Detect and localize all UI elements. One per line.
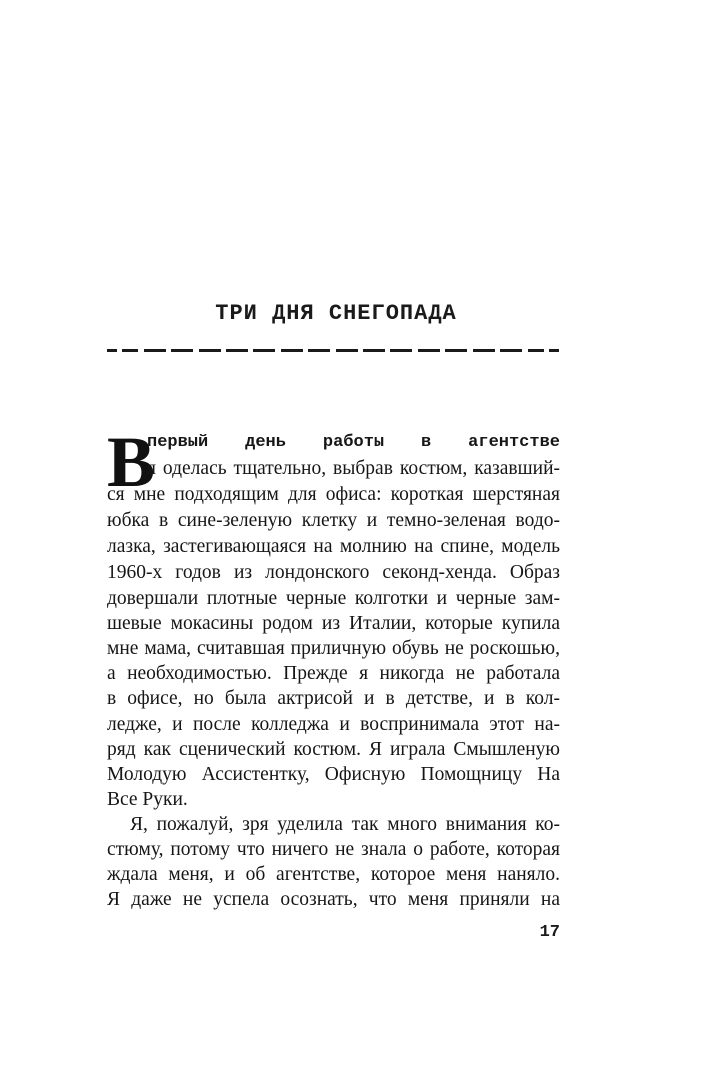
text-line: довершали плотные черные колготки и черные зам- [107,588,560,609]
title-dashed-rule [107,344,559,356]
text-line: я оделась тщательно, выбрав костюм, казавший- [147,458,560,479]
text-line: стюму, потому что ничего не знала о работе, которая [107,839,560,860]
page-number: 17 [539,923,560,942]
text-line: ледже, и после колледжа и воспринимала этот на- [107,714,560,735]
text-line: 1960-х годов из лондонского секонд-хенда. Образ [107,562,560,583]
text-line: Все Руки. [107,789,188,810]
text-line: Я даже не успела осознать, что меня приняли на [107,889,560,910]
text-line: мне мама, считавшая приличную обувь не роскошью, [107,638,560,659]
text-line: лазка, застегивающаяся на молнию на спине, модель [107,536,560,557]
chapter-title: ТРИ ДНЯ СНЕГОПАДА [215,301,457,326]
text-line: в офисе, но была актрисой и в детстве, и в кол- [107,688,560,709]
text-line: ряд как сценический костюм. Я играла Смышленую [107,739,560,760]
text-line: Молодую Ассистентку, Офисную Помощницу На [107,764,560,785]
text-line: шевые мокасины родом из Италии, которые купила [107,613,560,634]
text-line: ся мне подходящим для офиса: короткая шерстяная [107,484,560,505]
text-line: первый день работы в агентстве [147,433,560,452]
text-line: Я, пожалуй, зря уделила так много внимания ко- [130,814,560,835]
drop-cap: В [107,422,156,502]
text-line: юбка в сине-зеленую клетку и темно-зеленая водо- [107,510,560,531]
text-line: ждала меня, и об агентстве, которое меня наняло. [107,864,560,885]
text-line: а необходимостью. Прежде я никогда не работала [107,663,560,684]
